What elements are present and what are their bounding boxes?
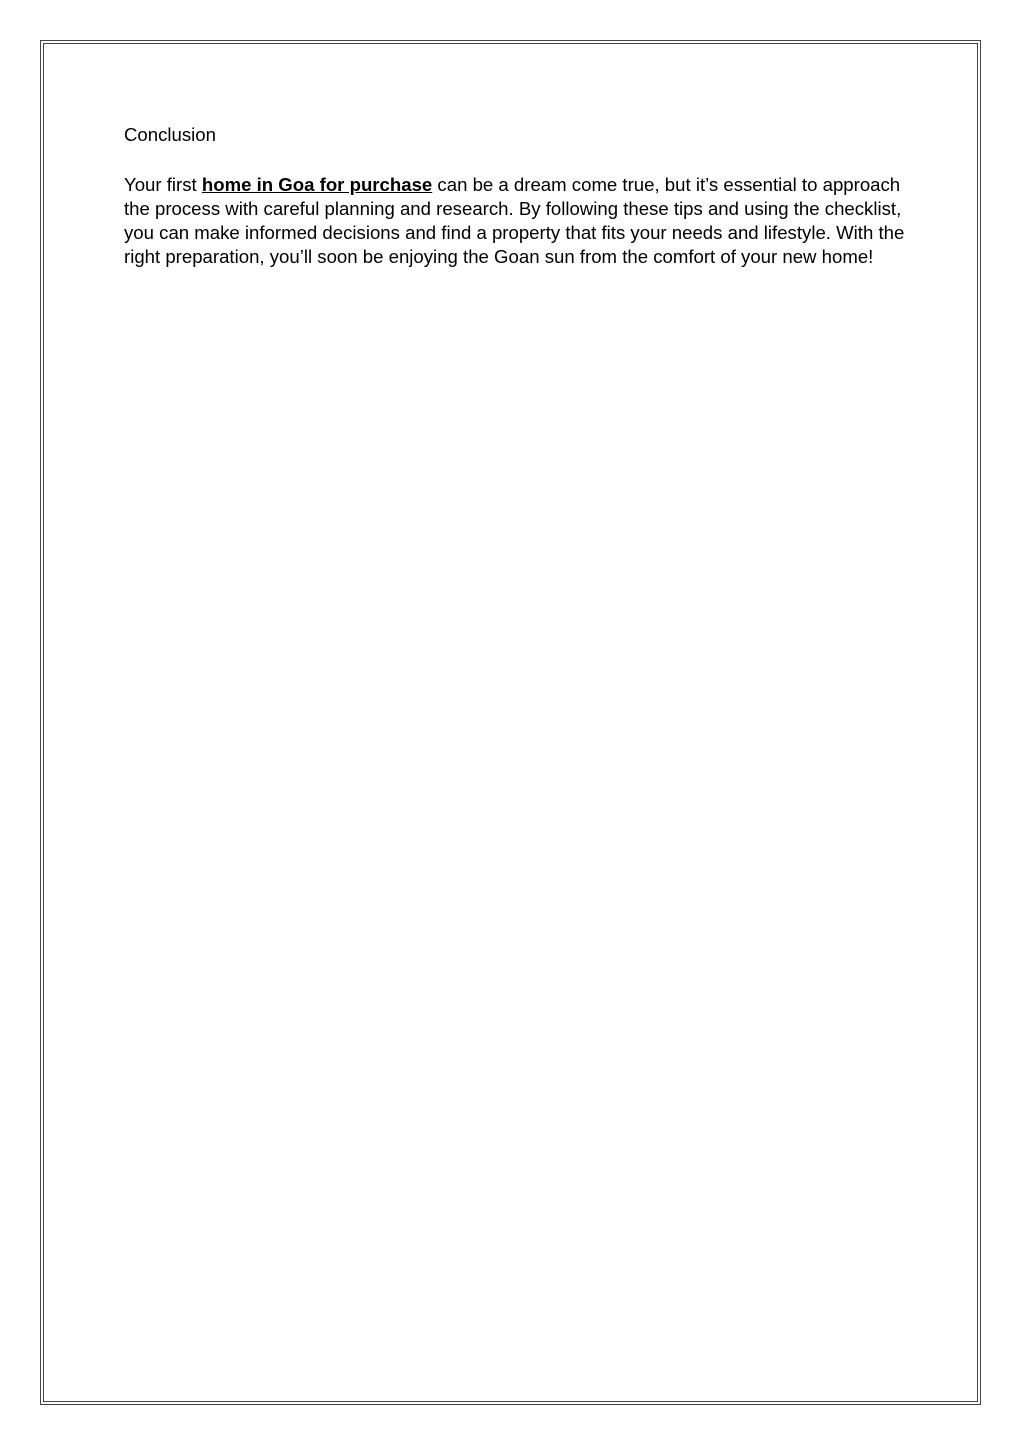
document-body [124, 123, 914, 269]
paragraph-text-start: Your first [124, 174, 202, 195]
paragraph-text-end: can be a dream come true, but it’s essential to approach the process with careful planning and research. By following these tips and using the checklist, you can make informed decisions and find a property that fits your needs and lifestyle. With the right preparation, you’ll soon be enjoying the Goan sun from the comfort of your new home! [124, 174, 905, 267]
conclusion-paragraph [124, 173, 914, 269]
home-in-goa-link[interactable]: home in Goa for purchase [201, 174, 433, 195]
section-heading: Conclusion [124, 124, 216, 145]
